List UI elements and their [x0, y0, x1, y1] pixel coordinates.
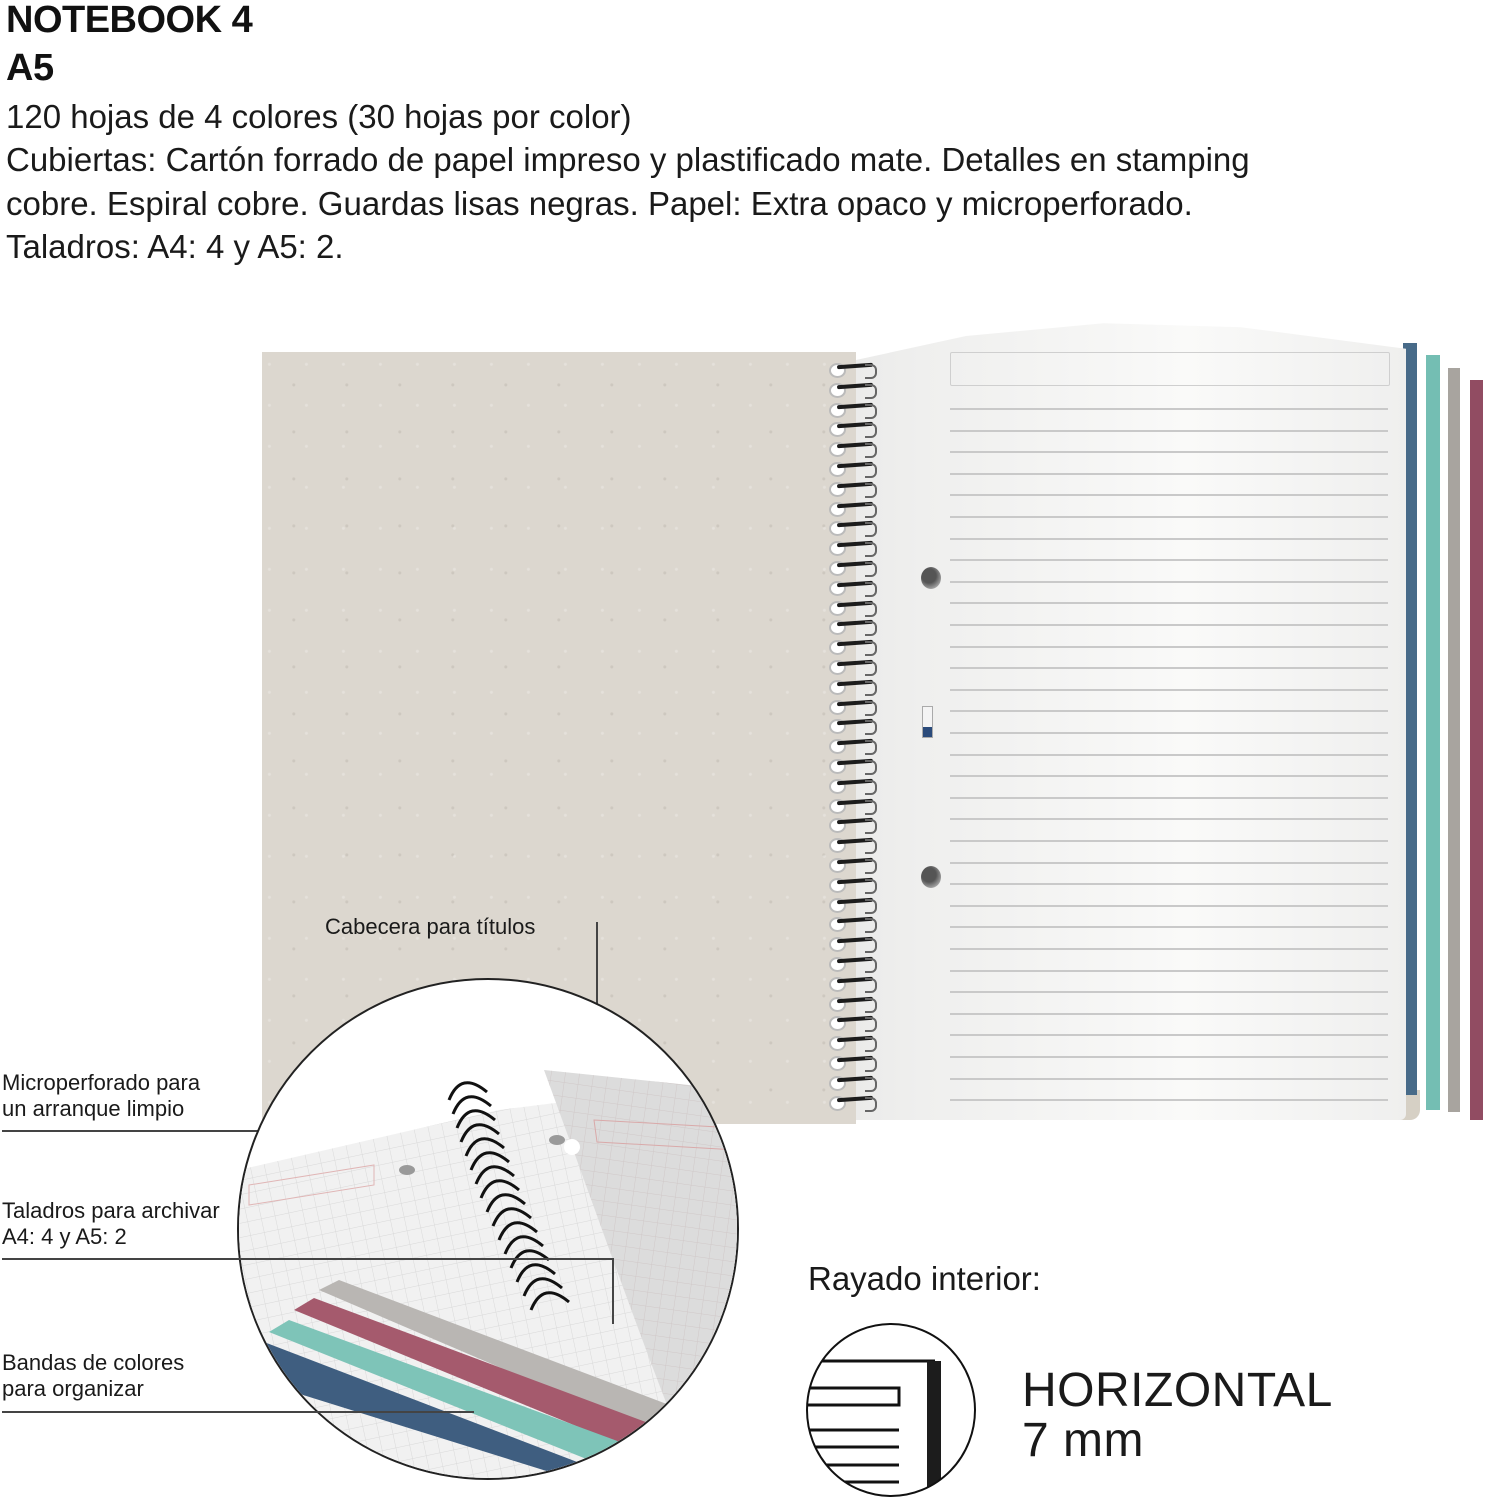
page-rule-line [950, 797, 1388, 799]
callout-line-filing-holes-ext [2, 1258, 614, 1260]
spiral-coil-icon [829, 1055, 879, 1069]
page-rule-line [950, 926, 1388, 928]
page-rule-line [950, 494, 1388, 496]
page-rule-line [950, 430, 1388, 432]
spiral-coil-icon [829, 421, 879, 435]
page-rule-line [950, 1056, 1388, 1058]
page-rule-line [950, 408, 1388, 410]
spiral-coil-icon [829, 956, 879, 970]
page-rule-line [950, 646, 1388, 648]
spiral-coil-icon [829, 481, 879, 495]
spiral-coil-icon [829, 441, 879, 455]
page-rule-line [950, 905, 1388, 907]
spiral-coil-icon [829, 897, 879, 911]
spiral-coil-icon [829, 461, 879, 475]
spiral-coil-icon [829, 382, 879, 396]
callout-text: Bandas de colores [2, 1350, 185, 1375]
spiral-coil-icon [829, 718, 879, 732]
spiral-coil-icon [829, 520, 879, 534]
spiral-coil-icon [829, 699, 879, 713]
spiral-coil-icon [829, 916, 879, 930]
page-rule-line [950, 689, 1388, 691]
spiral-coil-icon [829, 619, 879, 633]
page-rule-line [950, 516, 1388, 518]
filing-hole-icon [921, 866, 941, 888]
detail-magnifier-circle [237, 978, 739, 1480]
horizontal-ruling-icon [805, 1322, 977, 1502]
spiral-coil-icon [829, 976, 879, 990]
callout-title-header: Cabecera para títulos [325, 914, 536, 939]
spiral-coil-icon [829, 540, 879, 554]
ruling-spec [1022, 1366, 1333, 1466]
sheets-description: 120 hojas de 4 colores (30 hojas por color) [6, 98, 632, 135]
callout-text: A4: 4 y A5: 2 [2, 1224, 127, 1249]
spiral-coil-icon [829, 996, 879, 1010]
spiral-coil-icon [829, 580, 879, 594]
spiral-coil-icon [829, 758, 879, 772]
spiral-coil-icon [829, 857, 879, 871]
spiral-coil-icon [829, 877, 879, 891]
ruling-type: HORIZONTAL [1022, 1364, 1333, 1417]
page-rule-line [950, 754, 1388, 756]
page-rule-line [950, 862, 1388, 864]
spiral-coil-icon [829, 679, 879, 693]
spiral-coil-icon [829, 659, 879, 673]
ruled-page [856, 320, 1406, 1120]
callout-line-color-bands [2, 1411, 474, 1413]
spiral-coil-icon [829, 837, 879, 851]
page-rule-line [950, 818, 1388, 820]
page-rule-line [950, 538, 1388, 540]
page-rule-line [950, 602, 1388, 604]
callout-text: para organizar [2, 1376, 144, 1401]
callout-color-bands [2, 1350, 184, 1402]
materials-description: Cubiertas: Cartón forrado de papel impreso y plastificado mate. Detalles en stamping cobre. Espiral cobre. Guardas lisas negras. Papel: Extra opaco y microperforado. Taladros: A4: 4 y A5: 2. [6, 141, 1250, 265]
notebook-detail-illustration [239, 980, 737, 1478]
callout-text: Microperforado para [2, 1070, 201, 1095]
spiral-coil-icon [829, 560, 879, 574]
page-rule-line [950, 710, 1388, 712]
spiral-coil-icon [829, 402, 879, 416]
spiral-coil-icon [829, 778, 879, 792]
page-rule-line [950, 991, 1388, 993]
callout-text: Taladros para archivar [2, 1198, 220, 1223]
color-band-grey [1448, 368, 1460, 1112]
product-size: A5 [6, 47, 54, 89]
callout-line-filing-holes-drop [612, 1258, 614, 1324]
brand-logo-icon [922, 706, 933, 738]
page-rule-line [950, 840, 1388, 842]
spiral-coil-icon [829, 1035, 879, 1049]
page-rule-line [950, 1013, 1388, 1015]
page-rule-line [950, 970, 1388, 972]
spiral-coil-icon [829, 600, 879, 614]
page-rule-line [950, 775, 1388, 777]
spiral-coil-icon [829, 362, 879, 376]
spiral-coil-icon [829, 798, 879, 812]
callout-microperforated [2, 1070, 200, 1122]
filing-hole-icon [921, 567, 941, 589]
page-rule-line [950, 624, 1388, 626]
spiral-coil-icon [829, 639, 879, 653]
page-rule-line [950, 581, 1388, 583]
ruling-label: Rayado interior: [808, 1260, 1041, 1297]
page-rule-line [950, 883, 1388, 885]
page-title-header-box [950, 352, 1390, 386]
page-rule-line [950, 559, 1388, 561]
product-title: NOTEBOOK 4 [6, 0, 253, 41]
page-rule-line [950, 1099, 1388, 1101]
spiral-coil-icon [829, 738, 879, 752]
spiral-coil-icon [829, 501, 879, 515]
page-rule-line [950, 1078, 1388, 1080]
spiral-coil-icon [829, 936, 879, 950]
spiral-coil-icon [829, 1075, 879, 1089]
color-band-teal [1426, 355, 1440, 1110]
page-rule-line [950, 732, 1388, 734]
spiral-coil-icon [829, 817, 879, 831]
color-band-rose [1470, 380, 1483, 1120]
page-rule-line [950, 948, 1388, 950]
ruling-spacing: 7 mm [1022, 1414, 1144, 1467]
page-rule-line [950, 473, 1388, 475]
callout-filing-holes [2, 1198, 220, 1250]
page-rule-line [950, 1034, 1388, 1036]
callout-text: un arranque limpio [2, 1096, 185, 1121]
page-rule-line [950, 667, 1388, 669]
spiral-coil-icon [829, 1015, 879, 1029]
spiral-coil-icon [829, 1095, 879, 1109]
page-rule-line [950, 451, 1388, 453]
